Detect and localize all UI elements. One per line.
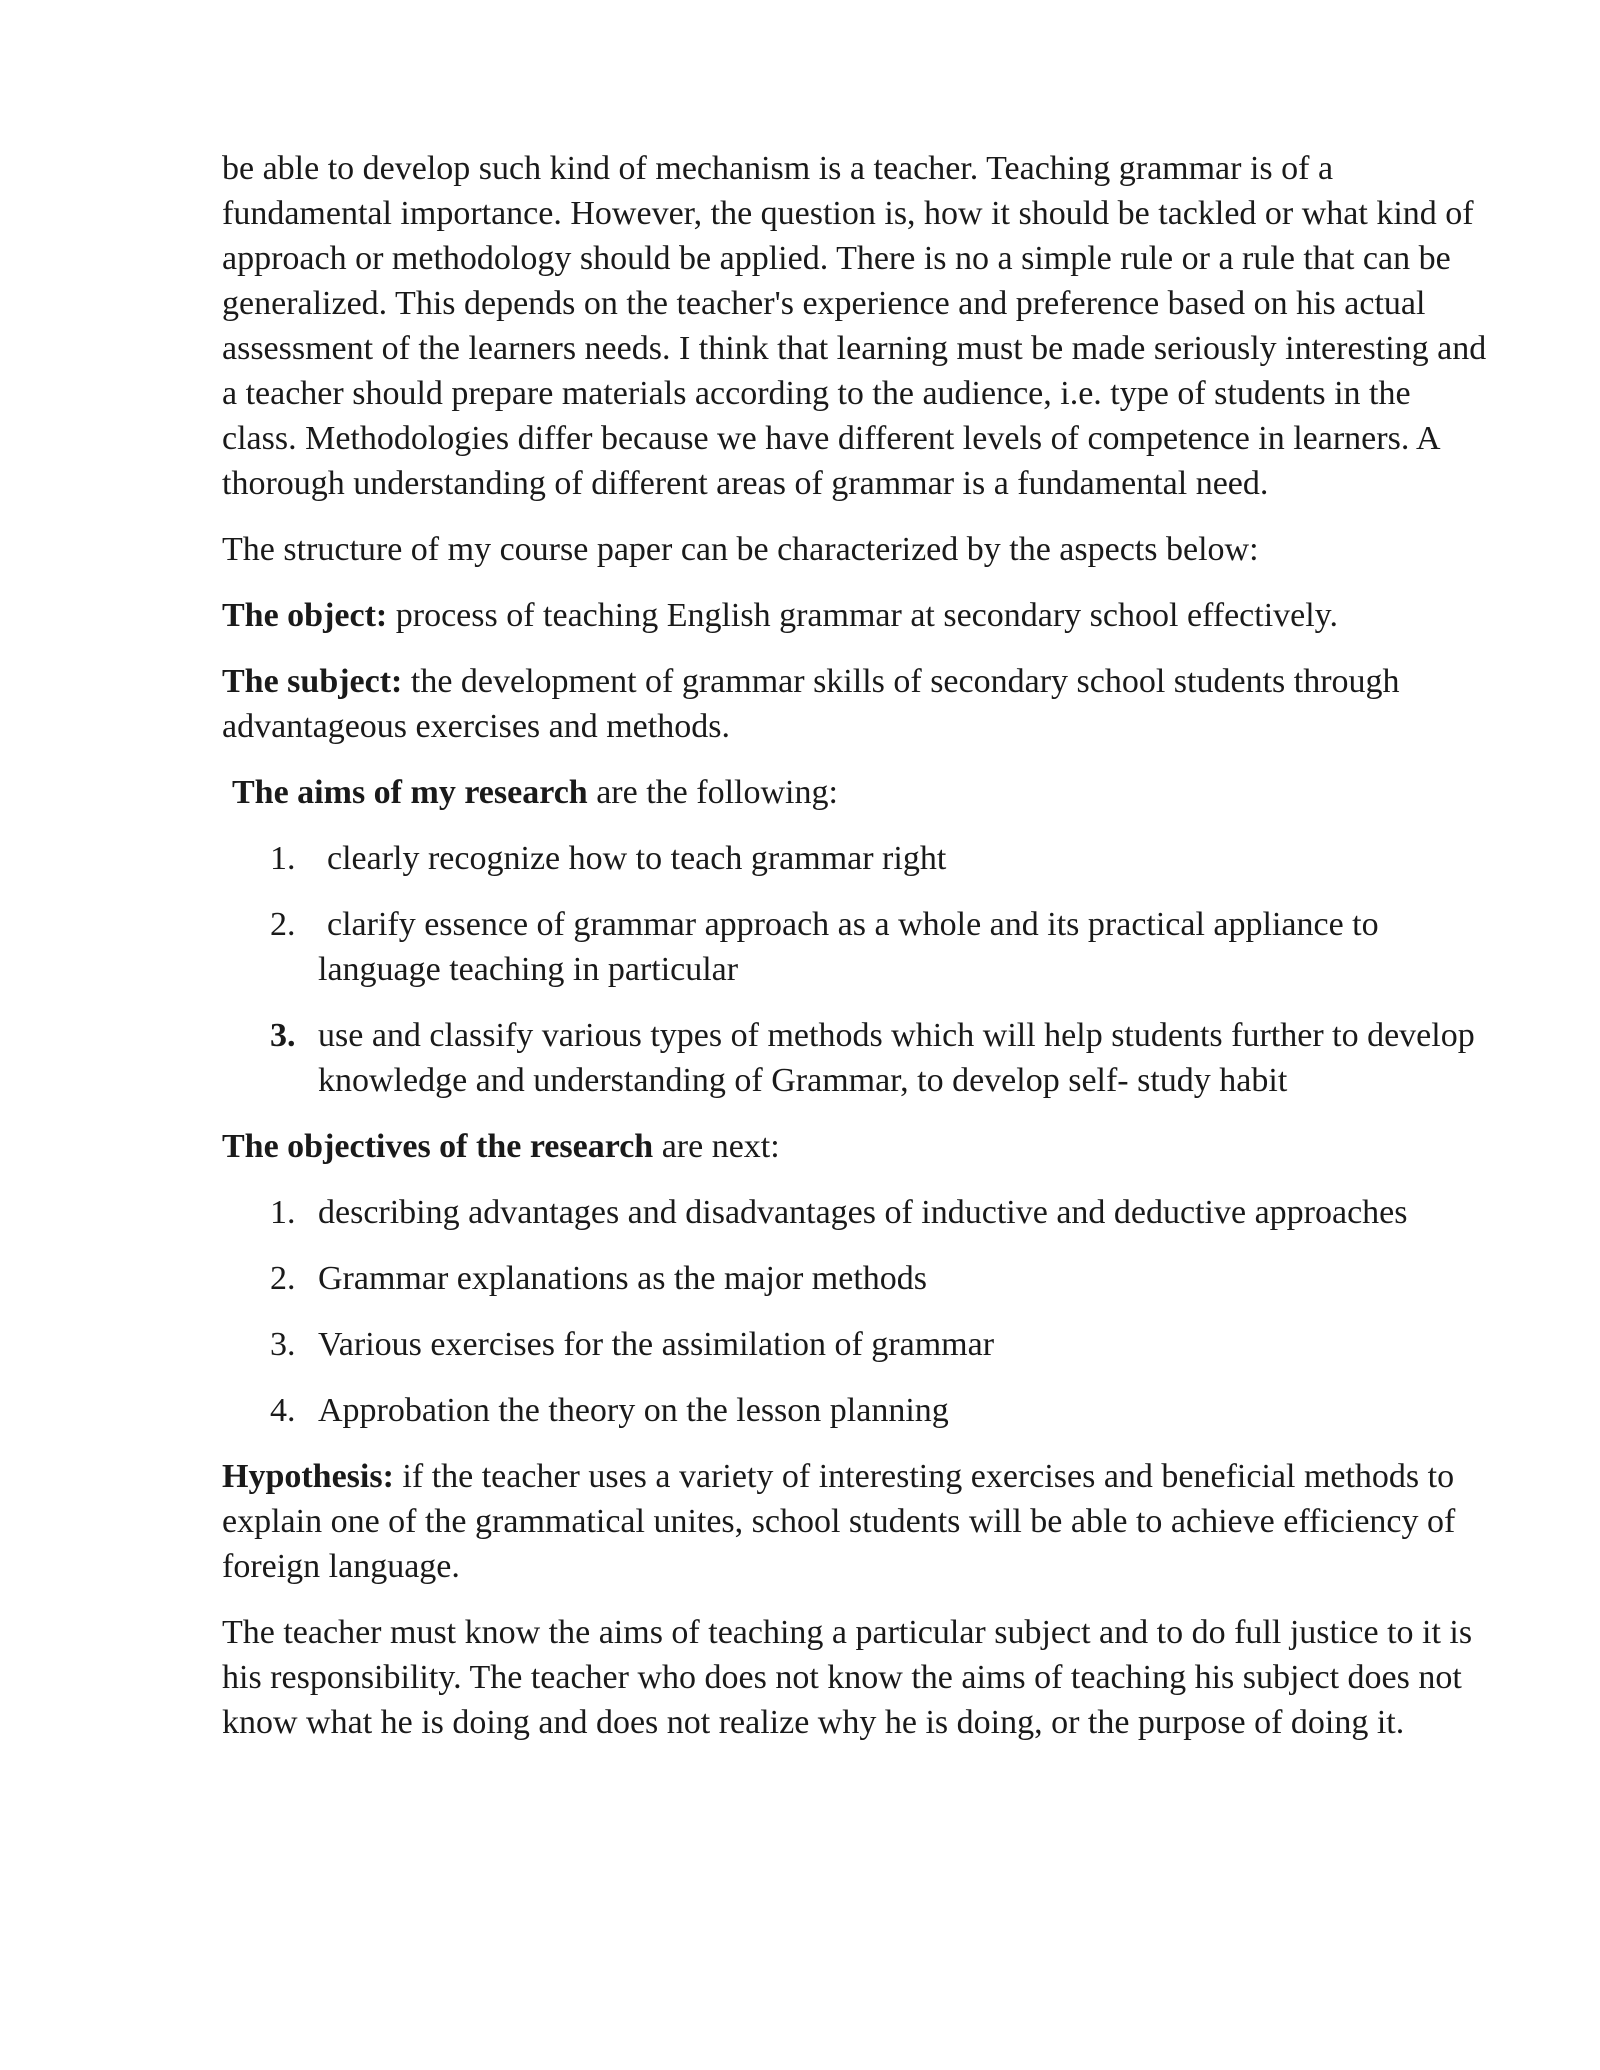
objectives-item-text: Various exercises for the assimilation of grammar bbox=[318, 1326, 995, 1363]
objectives-text: are next: bbox=[653, 1128, 780, 1165]
aims-list-item bbox=[222, 836, 1492, 881]
hypothesis-label: Hypothesis: bbox=[222, 1458, 394, 1495]
objectives-heading-paragraph bbox=[222, 1124, 1492, 1169]
structure-intro-paragraph: The structure of my course paper can be characterized by the aspects below: bbox=[222, 531, 1259, 568]
aims-list-item bbox=[222, 1013, 1492, 1103]
document-body bbox=[222, 146, 1492, 1766]
objectives-item-text: Grammar explanations as the major methods bbox=[318, 1260, 927, 1297]
aims-text: are the following: bbox=[587, 774, 838, 811]
hypothesis-text: if the teacher uses a variety of interesting exercises and beneficial methods to explain one of the grammatical unites, school students will be able to achieve efficiency of foreign language. bbox=[222, 1458, 1456, 1585]
objectives-item-text: Approbation the theory on the lesson planning bbox=[318, 1392, 949, 1429]
objectives-item-text: describing advantages and disadvantages of inductive and deductive approaches bbox=[318, 1194, 1408, 1231]
intro-paragraph: be able to develop such kind of mechanism is a teacher. Teaching grammar is of a fundamental importance. However, the question is, how it should be tackled or what kind of approach or methodology should be applied. There is no a simple rule or a rule that can be generalized. This depends on the teacher's experience and preference based on his actual assessment of the learners needs. I think that learning must be made seriously interesting and a teacher should prepare materials according to the audience, i.e. type of students in the class. Methodologies differ because we have different levels of competence in learners. A thorough understanding of different areas of grammar is a fundamental need. bbox=[222, 150, 1487, 502]
closing-paragraph: The teacher must know the aims of teaching a particular subject and to do full justice to it is his responsibility. The teacher who does not know the aims of teaching his subject does not know what he is doing and does not realize why he is doing, or the purpose of doing it. bbox=[222, 1614, 1473, 1741]
objectives-list bbox=[222, 1190, 1492, 1433]
objectives-list-item bbox=[222, 1388, 1492, 1433]
objectives-list-item bbox=[222, 1190, 1492, 1235]
objectives-item-number: 3. bbox=[270, 1326, 296, 1363]
objectives-item-number: 1. bbox=[270, 1194, 296, 1231]
aims-item-text: clearly recognize how to teach grammar right bbox=[327, 840, 947, 877]
object-label: The object: bbox=[222, 597, 388, 634]
objectives-item-number: 4. bbox=[270, 1392, 296, 1429]
object-text: process of teaching English grammar at secondary school effectively. bbox=[387, 597, 1338, 634]
hypothesis-paragraph bbox=[222, 1454, 1492, 1589]
objectives-item-number: 2. bbox=[270, 1260, 296, 1297]
aims-label: The aims of my research bbox=[232, 774, 588, 811]
objectives-list-item bbox=[222, 1256, 1492, 1301]
object-paragraph bbox=[222, 593, 1492, 638]
aims-item-text: clarify essence of grammar approach as a whole and its practical appliance to language teaching in particular bbox=[318, 906, 1379, 988]
aims-list-item bbox=[222, 902, 1492, 992]
subject-text: the development of grammar skills of secondary school students through advantageous exercises and methods. bbox=[222, 663, 1400, 745]
aims-item-number: 2. bbox=[270, 906, 296, 943]
aims-item-number: 1. bbox=[270, 840, 296, 877]
objectives-list-item bbox=[222, 1322, 1492, 1367]
aims-item-number: 3. bbox=[270, 1017, 296, 1054]
aims-heading-paragraph bbox=[222, 770, 1492, 815]
aims-item-text: use and classify various types of methods which will help students further to develop knowledge and understanding of Grammar, to develop self- study habit bbox=[318, 1017, 1475, 1099]
subject-paragraph bbox=[222, 659, 1492, 749]
subject-label: The subject: bbox=[222, 663, 403, 700]
objectives-label: The objectives of the research bbox=[222, 1128, 654, 1165]
aims-list bbox=[222, 836, 1492, 1103]
